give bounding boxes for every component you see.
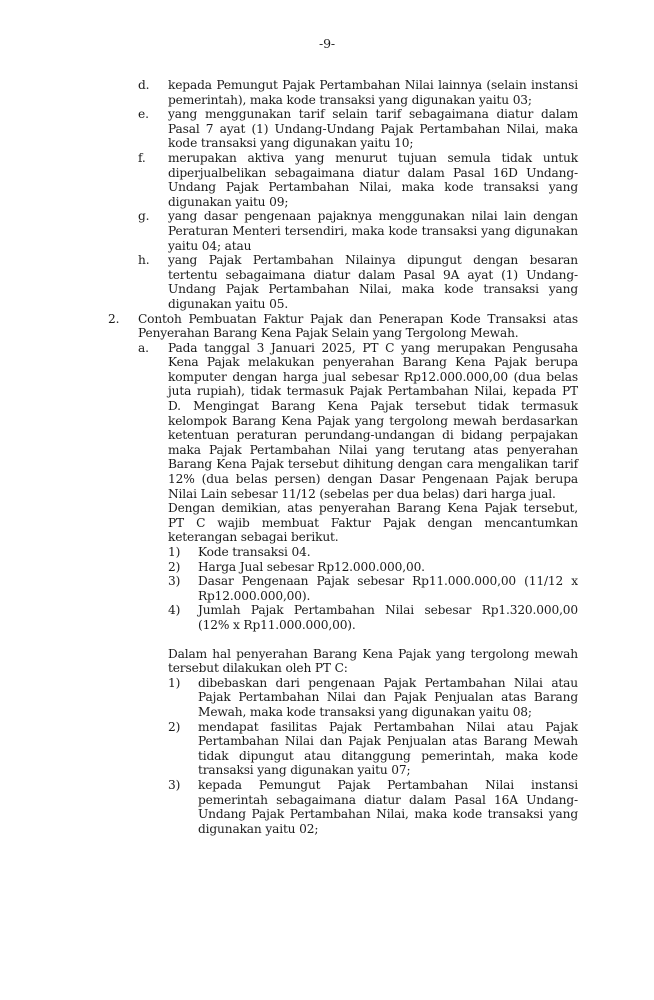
list-marker: g. bbox=[138, 209, 150, 224]
page-number: -9- bbox=[319, 36, 335, 51]
section-heading: Contoh Pembuatan Faktur Pajak dan Penerapan Kode Transaksi atas Penyerahan Barang Kena Pajak Selain yang Tergolong Mewah. bbox=[138, 311, 578, 341]
invoice-details-list bbox=[168, 545, 578, 633]
list-item-text: merupakan aktiva yang menurut tujuan semula tidak untuk diperjualbelikan sebagaimana diatur dalam Pasal 16D Undang-Undang Pajak Pertambahan Nilai, maka kode transaksi yang digunakan yaitu 09; bbox=[168, 150, 578, 209]
continued-list bbox=[108, 78, 578, 312]
list-item-text: kepada Pemungut Pajak Pertambahan Nilai lainnya (selain instansi pemerintah), maka kode transaksi yang digunakan yaitu 03; bbox=[168, 78, 578, 107]
list-marker: 4) bbox=[168, 603, 181, 618]
case-item bbox=[168, 676, 578, 720]
list-item-text: yang Pajak Pertambahan Nilainya dipungut dengan besaran tertentu sebagaimana diatur dalam Pasal 9A ayat (1) Undang-Undang Pajak Pertambahan Nilai, maka kode transaksi yang digunakan yaitu 05. bbox=[168, 253, 578, 311]
case-item bbox=[168, 778, 578, 836]
detail-item bbox=[168, 545, 578, 560]
detail-text: Harga Jual sebesar Rp12.000.000,00. bbox=[198, 559, 425, 574]
list-marker: h. bbox=[138, 253, 150, 268]
list-item-text: yang menggunakan tarif selain tarif sebagaimana diatur dalam Pasal 7 ayat (1) Undang-Undang Pajak Pertambahan Nilai, maka kode transaksi yang digunakan yaitu 10; bbox=[168, 107, 578, 151]
document-body bbox=[108, 78, 578, 836]
list-marker: 2) bbox=[168, 559, 181, 574]
list-marker: 1) bbox=[168, 675, 181, 690]
section-marker: 2. bbox=[108, 311, 120, 326]
list-marker: f. bbox=[138, 150, 146, 165]
luxury-cases-list bbox=[168, 676, 578, 837]
list-marker: a. bbox=[138, 340, 149, 355]
luxury-case-intro: Dalam hal penyerahan Barang Kena Pajak yang tergolong mewah tersebut dilakukan oleh PT C: bbox=[168, 646, 578, 676]
list-item-f bbox=[138, 151, 578, 209]
case-text: mendapat fasilitas Pajak Pertambahan Nilai atau Pajak Pertambahan Nilai dan Pajak Penjualan atas Barang Mewah tidak dipungut atau ditanggung pemerintah, maka kode transaksi yang digunakan yaitu 07; bbox=[198, 719, 578, 778]
conclusion-paragraph: Dengan demikian, atas penyerahan Barang Kena Pajak tersebut, PT C wajib membuat Faktur Pajak dengan mencantumkan keterangan sebagai berikut. bbox=[168, 501, 578, 545]
paragraph-gap bbox=[168, 633, 578, 647]
detail-text: Kode transaksi 04. bbox=[198, 545, 311, 559]
list-marker: 3) bbox=[168, 777, 181, 792]
list-item-e bbox=[138, 107, 578, 151]
section-2 bbox=[108, 312, 578, 837]
list-item-text: yang dasar pengenaan pajaknya menggunakan nilai lain dengan Peraturan Menteri tersendiri, maka kode transaksi yang digunakan yaitu 04; atau bbox=[168, 209, 578, 253]
case-text: kepada Pemungut Pajak Pertambahan Nilai instansi pemerintah sebagaimana diatur dalam Pasal 16A Undang-Undang Pajak Pertambahan Nilai, maka kode transaksi yang digunakan yaitu 02; bbox=[198, 777, 578, 836]
item-a bbox=[138, 341, 578, 837]
detail-text: Dasar Pengenaan Pajak sebesar Rp11.000.000,00 (11/12 x Rp12.000.000,00). bbox=[198, 574, 578, 603]
case-text: dibebaskan dari pengenaan Pajak Pertambahan Nilai atau Pajak Pertambahan Nilai dan Pajak Penjualan atas Barang Mewah, maka kode transaksi yang digunakan yaitu 08; bbox=[198, 675, 578, 719]
detail-item bbox=[168, 560, 578, 575]
list-marker: 3) bbox=[168, 574, 181, 589]
list-marker: 2) bbox=[168, 719, 181, 734]
detail-item bbox=[168, 574, 578, 603]
list-item-d bbox=[138, 78, 578, 107]
list-marker: 1) bbox=[168, 545, 181, 559]
example-paragraph: Pada tanggal 3 Januari 2025, PT C yang merupakan Pengusaha Kena Pajak melakukan penyerahan Barang Kena Pajak berupa komputer dengan harga jual sebesar Rp12.000.000,00 (dua belas juta rupiah), tidak termasuk Pajak Pertambahan Nilai, kepada PT D. Mengingat Barang Kena Pajak tersebut tidak termasuk kelompok Barang Kena Pajak yang tergolong mewah berdasarkan ketentuan peraturan perundang-undangan di bidang perpajakan maka Pajak Pertambahan Nilai yang terutang atas penyerahan Barang Kena Pajak tersebut dihitung dengan cara mengalikan tarif 12% (dua belas persen) dengan Dasar Pengenaan Pajak berupa Nilai Lain sebesar 11/12 (sebelas per dua belas) dari harga jual. bbox=[168, 340, 578, 501]
detail-item bbox=[168, 603, 578, 632]
case-item bbox=[168, 720, 578, 778]
list-marker: e. bbox=[138, 107, 149, 122]
list-marker: d. bbox=[138, 78, 150, 92]
list-item-g bbox=[138, 209, 578, 253]
list-item-h bbox=[138, 253, 578, 311]
detail-text: Jumlah Pajak Pertambahan Nilai sebesar Rp1.320.000,00 (12% x Rp11.000.000,00). bbox=[198, 603, 578, 632]
